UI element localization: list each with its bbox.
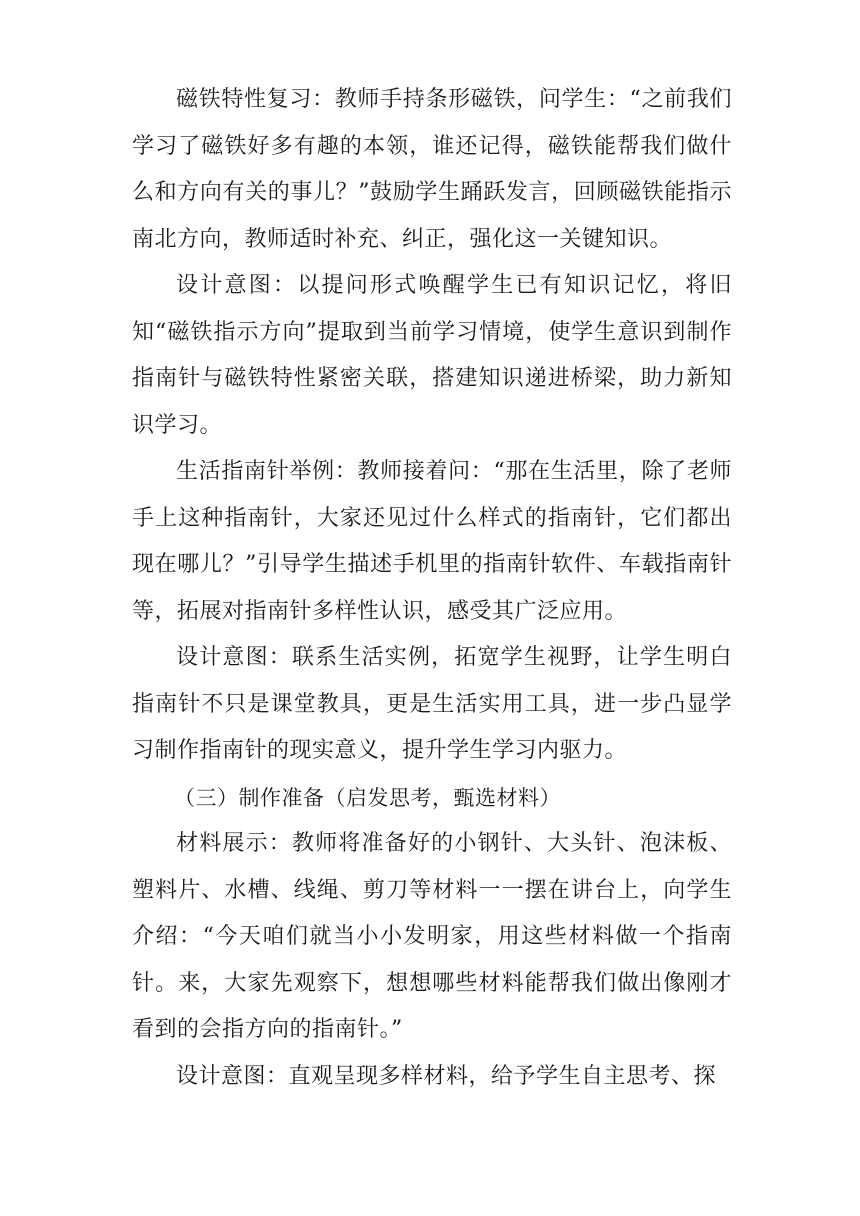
document-body	[132, 77, 732, 1100]
paragraph-magnet-review: 磁铁特性复习：教师手持条形磁铁，问学生：“之前我们学习了磁铁好多有趣的本领，谁还记得，磁铁能帮我们做什么和方向有关的事儿？”鼓励学生踊跃发言，回顾磁铁能指示南北方向，教师适时补充、纠正，强化这一关键知识。	[132, 87, 732, 252]
paragraph-compass-examples: 生活指南针举例：教师接着问：“那在生活里，除了老师手上这种指南针，大家还见过什么样式的指南针，它们都出现在哪儿？”引导学生描述手机里的指南针软件、车载指南针等，拓展对指南针多样性认识，感受其广泛应用。	[132, 459, 732, 624]
paragraph-design-intent-1: 设计意图：以提问形式唤醒学生已有知识记忆，将旧知“磁铁指示方向”提取到当前学习情境，使学生意识到制作指南针与磁铁特性紧密关联，搭建知识递进桥梁，助力新知识学习。	[132, 273, 732, 438]
paragraph-design-intent-2: 设计意图：联系生活实例，拓宽学生视野，让学生明白指南针不只是课堂教具，更是生活实用工具，进一步凸显学习制作指南针的现实意义，提升学生学习内驱力。	[132, 645, 732, 763]
section-heading: （三）制作准备（启发思考，甄选材料）	[174, 785, 561, 810]
paragraph-design-intent-3: 设计意图：直观呈现多样材料，给予学生自主思考、探	[176, 1063, 717, 1089]
paragraph-materials-display: 材料展示：教师将准备好的小钢针、大头针、泡沫板、塑料片、水槽、线绳、剪刀等材料一一摆在讲台上，向学生介绍：“今天咱们就当小小发明家，用这些材料做一个指南针。来，大家先观察下，想想哪些材料能帮我们做出像刚才看到的会指方向的指南针。”	[132, 831, 732, 1042]
